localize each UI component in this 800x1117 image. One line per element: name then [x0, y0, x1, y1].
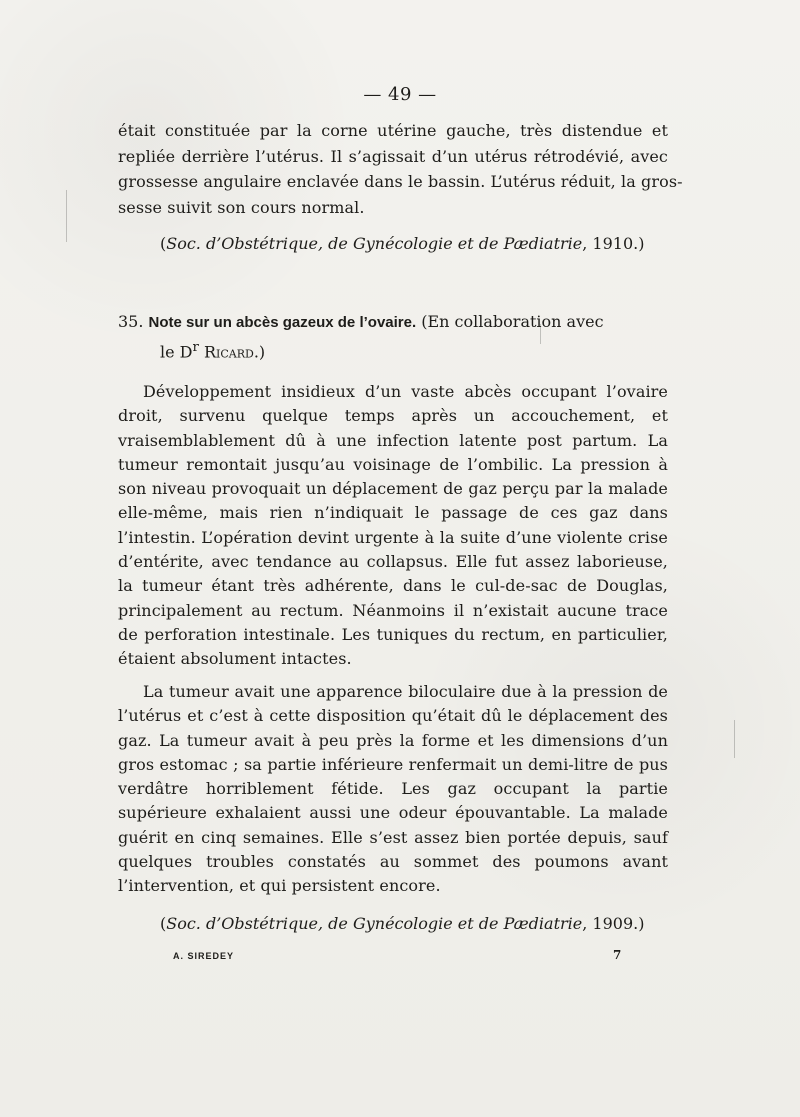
signature-mark: 7 [613, 948, 622, 962]
page-number: — 49 — [363, 84, 437, 105]
paragraph-1: Développement insidieux d’un vaste abcès occupant l’ovaire droit, survenu quelque temps après un accouchement, et vraisemblablement dû à une infection latente post partum. La tumeur remontait jusqu’au voisinage de l’ombilic. La pression à son niveau provoquait un déplacement de gaz perçu par la malade elle-même, mais rien n’indiquait le passage de ces gaz dans l’intestin. L’opération devint urgente à la suite d’une violente crise d’entérite, avec tendance au collapsus. Elle fut assez laborieuse, la tumeur étant très adhérente, dans le cul-de-sac de Douglas, principalement au rectum. Néanmoins il n’existait aucune trace de perforation intestinale. Les tuniques du rectum, en particulier, étaient absolument intactes. [118, 382, 668, 669]
section-number: 35. [118, 312, 144, 331]
citation-open: ( [160, 914, 167, 933]
paper-mark [540, 324, 541, 344]
collaboration-prefix: le D [160, 342, 193, 362]
paper-mark [734, 720, 735, 758]
section-title: Note sur un abcès gazeux de l’ovaire. [148, 314, 417, 331]
section-heading [118, 309, 668, 364]
citation-open: ( [160, 234, 167, 253]
intro-line: sesse suivit son cours normal. [118, 197, 365, 217]
paragraph-2: La tumeur avait une apparence biloculaire due à la pression de l’utérus et c’est à cette disposition qu’était dû le déplacement des gaz. La tumeur avait à peu près la forme et les dimensions d’un gros estomac ; sa partie inférieure renfermait un demi-litre de pus verdâtre horriblement fétide. Les gaz occupant la partie supérieure exhalaient aussi une odeur épouvantable. La malade guérit en cinq semaines. Elle s’est assez bien portée depuis, sauf quelques troubles constatés au sommet des poumons avant l’intervention, et qui persistent encore. [118, 682, 668, 896]
collaboration-name-line [118, 335, 668, 364]
citation-source: Soc. d’Obstétrique, de Gynécologie et de Pædiatrie [166, 234, 583, 253]
citation-1910 [160, 232, 645, 256]
intro-line: était constituée par la corne utérine gauche, très distendue et [118, 121, 668, 140]
collaboration-note: (En collaboration avec [421, 312, 604, 331]
footer-author: A. SIREDEY [173, 951, 235, 961]
citation-1909 [160, 912, 645, 936]
citation-year: , 1909.) [582, 914, 645, 933]
paper-mark [66, 190, 67, 242]
intro-line: repliée derrière l’utérus. Il s’agissait d’un utérus rétrodévié, avec [118, 146, 668, 166]
intro-text [118, 118, 683, 220]
doctor-superscript: r [192, 340, 199, 355]
intro-line: grossesse angulaire enclavée dans le bassin. L’utérus réduit, la gros- [118, 172, 683, 191]
collaborator-name: Ricard.) [203, 342, 266, 362]
citation-year: , 1910.) [582, 234, 645, 253]
citation-source: Soc. d’Obstétrique, de Gynécologie et de Pædiatrie [166, 914, 583, 933]
